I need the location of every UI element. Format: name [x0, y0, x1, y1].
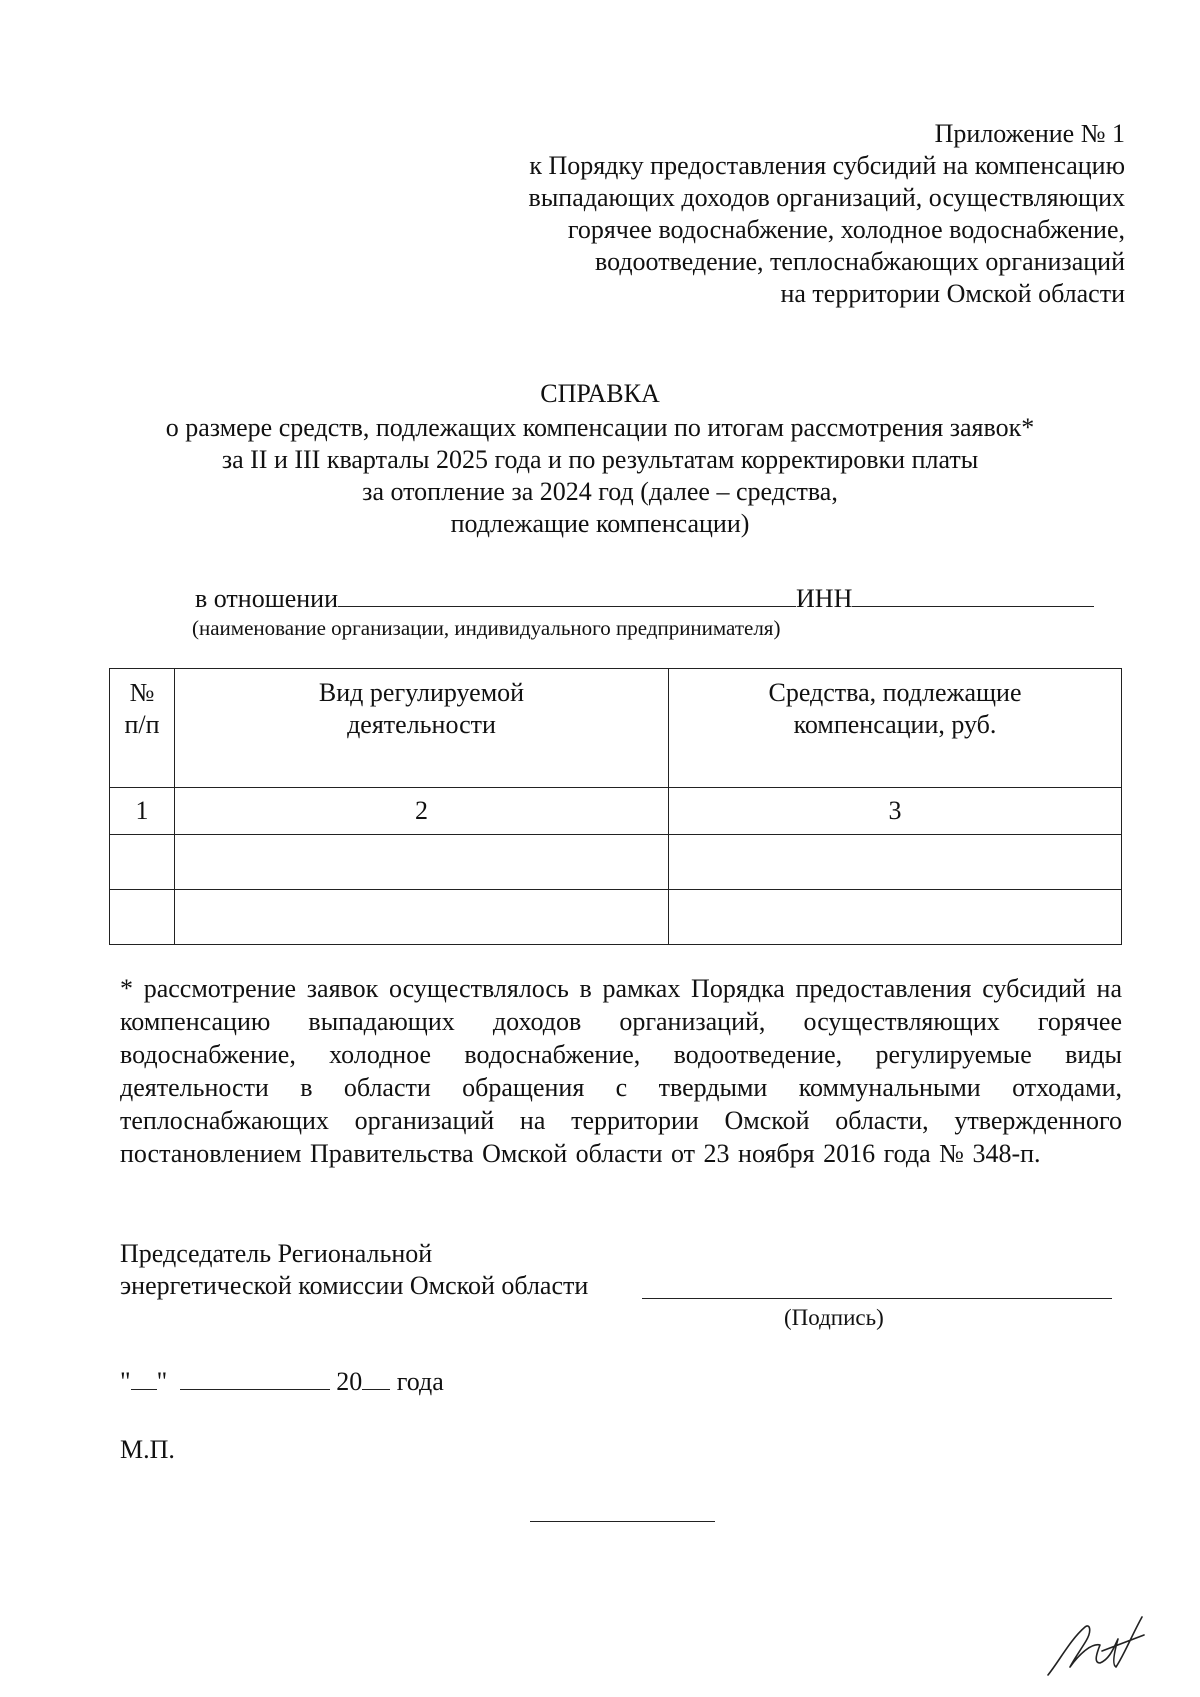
organization-caption: (наименование организации, индивидуального предпринимателя) — [192, 616, 781, 640]
title-subline: о размере средств, подлежащих компенсации по итогам рассмотрения заявок* — [165, 413, 1035, 442]
table-cell[interactable] — [669, 890, 1122, 945]
appendix-line: выпадающих доходов организаций, осуществляющих — [528, 183, 1125, 212]
day-field[interactable] — [131, 1367, 157, 1390]
appendix-line: Приложение № 1 — [934, 119, 1125, 148]
signature-field[interactable] — [642, 1298, 1112, 1299]
chairman-title — [120, 1238, 588, 1302]
table-cell[interactable] — [110, 890, 175, 945]
seal-place: М.П. — [120, 1435, 175, 1464]
handwritten-initials-icon — [1040, 1605, 1150, 1685]
header-activity-type — [175, 669, 669, 788]
appendix-line: горячее водоснабжение, холодное водоснабжение, — [567, 215, 1125, 244]
table-cell[interactable] — [175, 890, 669, 945]
inn-label: ИНН — [796, 584, 853, 613]
title-subline: подлежащие компенсации) — [450, 509, 750, 538]
chairman-line: Председатель Региональной — [120, 1239, 433, 1268]
header-number — [110, 669, 175, 788]
table-cell[interactable] — [669, 835, 1122, 890]
table-row — [110, 890, 1122, 945]
appendix-line: к Порядку предоставления субсидий на компенсацию — [529, 151, 1125, 180]
year-prefix: 20 — [336, 1367, 363, 1396]
header-amount-text: Средства, подлежащие компенсации, руб. — [768, 678, 1022, 739]
date-line — [120, 1366, 444, 1398]
inn-field[interactable] — [852, 580, 1094, 607]
title-subline: за II и III кварталы 2025 года и по результатам корректировки платы — [221, 445, 979, 474]
organization-name-field[interactable] — [338, 580, 796, 607]
appendix-line: на территории Омской области — [780, 279, 1125, 308]
document-title: СПРАВКА — [540, 379, 660, 408]
footnote: * рассмотрение заявок осуществлялось в рамках Порядка предоставления субсидий на компенсацию выпадающих доходов организаций, осуществляющих горячее водоснабжение, холодное водоснабжение, водоотведение, регулируемые виды деятельности в области обращения с твердыми коммунальными отходами, теплоснабжающих организаций на территории Омской области, утвержденного постановлением Правительства Омской области от 23 ноября 2016 года № 348-п. — [120, 974, 1122, 1168]
chairman-line: энергетической комиссии Омской области — [120, 1271, 589, 1300]
end-divider — [530, 1521, 715, 1522]
year-field[interactable] — [362, 1367, 390, 1390]
relation-label: в отношении — [195, 584, 339, 613]
column-number-row — [110, 788, 1122, 835]
compensation-table — [109, 668, 1122, 945]
signature-caption: (Подпись) — [784, 1305, 884, 1330]
appendix-line: водоотведение, теплоснабжающих организаций — [594, 247, 1125, 276]
table-header-row — [110, 669, 1122, 788]
column-number: 3 — [669, 788, 1122, 835]
header-number-text: № п/п — [124, 678, 160, 739]
year-suffix: года — [396, 1367, 444, 1396]
document-title-block — [120, 378, 1080, 540]
date-quote: " — [156, 1367, 168, 1396]
date-quote: " — [120, 1367, 131, 1396]
table-cell[interactable] — [110, 835, 175, 890]
title-subline: за отопление за 2024 год (далее – средства, — [362, 477, 838, 506]
relation-line — [195, 580, 1094, 615]
column-number: 1 — [110, 788, 175, 835]
month-field[interactable] — [180, 1367, 330, 1390]
column-number: 2 — [175, 788, 669, 835]
table-row — [110, 835, 1122, 890]
appendix-header — [365, 118, 1125, 310]
table-cell[interactable] — [175, 835, 669, 890]
header-activity-text: Вид регулируемой деятельности — [318, 678, 525, 739]
header-compensation-amount — [669, 669, 1122, 788]
